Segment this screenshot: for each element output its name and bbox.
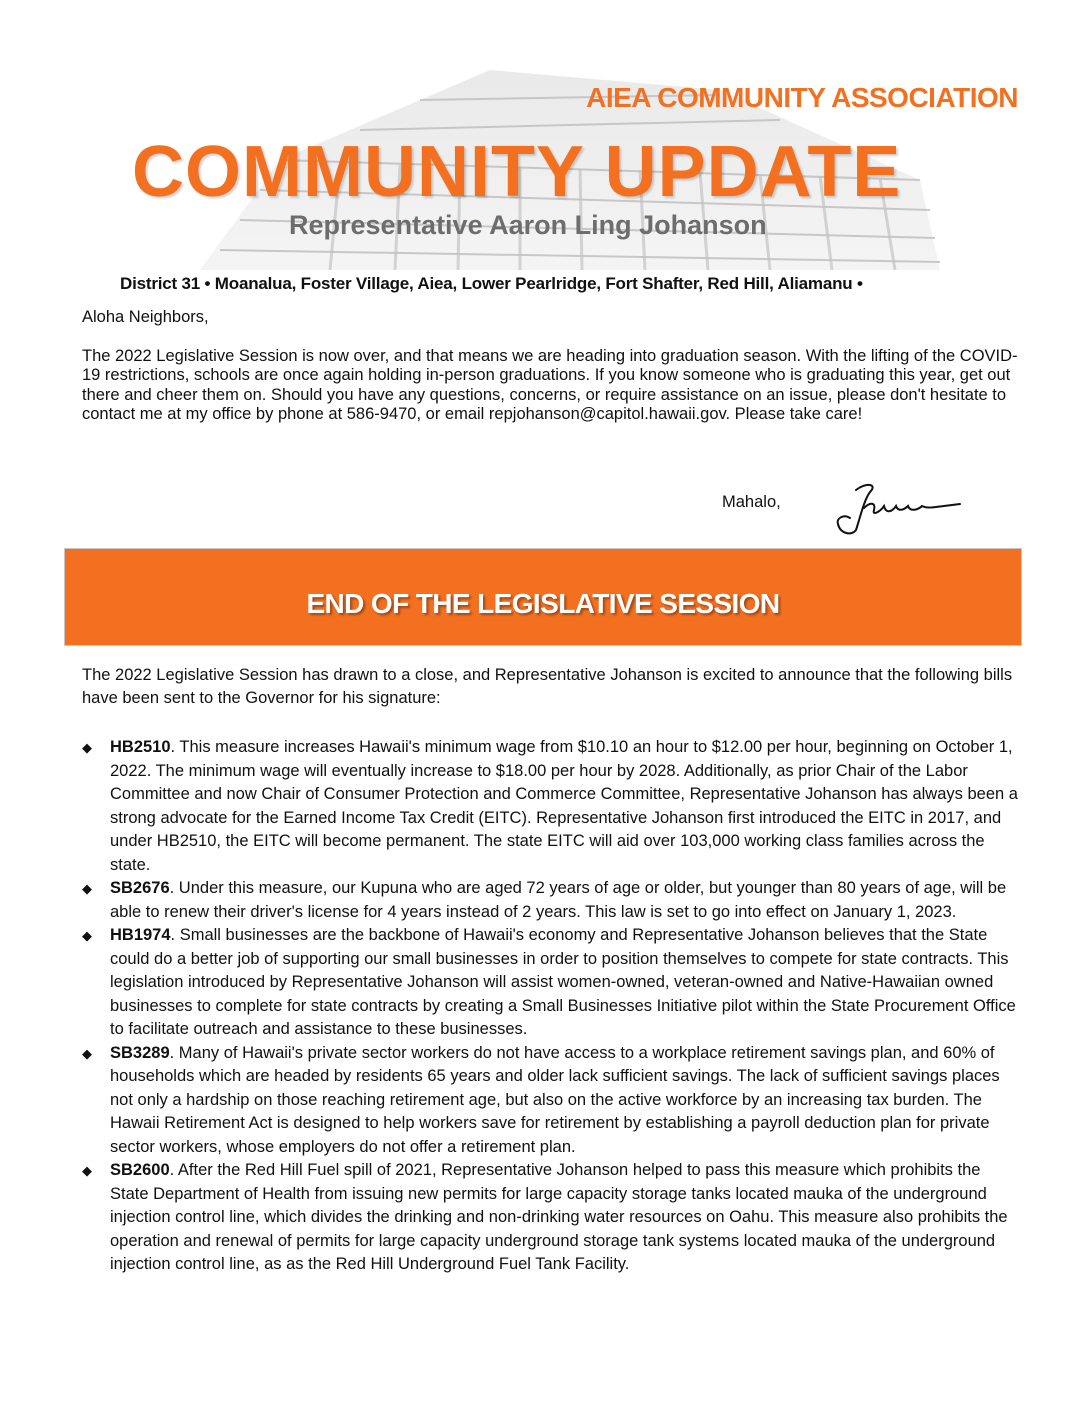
bill-description: . Under this measure, our Kupuna who are aged 72 years of age or older, but younger than 80 years of age, will be able to renew their driver's license for 4 years instead of 2 years. This law is set to go into effect on January 1, 2023. — [110, 879, 1007, 921]
bill-description: . Small businesses are the backbone of Hawaii's economy and Representative Johanson believes that the State could do a better job of supporting our small businesses in order to position themselves to compete for state contracts. This legislation introduced by Representative Johanson will assist women-owned, veteran-owned and Native-Hawaiian owned businesses to complete for state contracts by creating a Small Businesses Initiative pilot within the State Procurement Office to facilitate outreach and assistance to these businesses. — [110, 926, 1016, 1038]
list-item — [82, 1042, 1022, 1160]
bill-code: SB2676 — [110, 879, 170, 897]
bill-description: . After the Red Hill Fuel spill of 2021, Representative Johanson helped to pass this measure which prohibits the State Department of Health from issuing new permits for large capacity storage tanks located mauka of the underground injection control line, which divides the drinking and non-drinking water resources on Oahu. This measure also prohibits the operation and renewal of permits for large capacity underground storage tank systems located mauka of the underground injection control line, as as the Red Hill Underground Fuel Tank Facility. — [110, 1161, 1008, 1273]
list-item — [82, 736, 1022, 877]
district-line: District 31 • Moanalua, Foster Village, Aiea, Lower Pearlridge, Fort Shafter, Red Hill, Aliamanu • — [120, 274, 863, 293]
bill-list — [82, 736, 1022, 1277]
bill-code: HB2510 — [110, 738, 171, 756]
representative-name: Representative Aaron Ling Johanson — [289, 210, 767, 240]
bill-description: . Many of Hawaii's private sector workers do not have access to a workplace retirement savings plan, and 60% of households which are headed by residents 65 years and older lack sufficient savings. The lack of sufficient savings places not only a hardship on those reaching retirement age, but also on the active workforce by an increasing tax burden. The Hawaii Retirement Act is designed to help workers save for retirement by establishing a payroll deduction plan for private sector workers, whose employers do not offer a retirement plan. — [110, 1043, 1000, 1156]
letter — [82, 308, 1022, 425]
bullet-icon: ◆ — [82, 1163, 92, 1178]
bullet-icon: ◆ — [82, 740, 92, 755]
bullet-icon: ◆ — [82, 1045, 92, 1061]
bill-code: SB3289 — [110, 1043, 170, 1062]
letter-greeting: Aloha Neighbors, — [82, 308, 209, 326]
signature-image — [826, 478, 966, 538]
bill-description: . This measure increases Hawaii's minimum wage from $10.10 an hour to $12.00 per hour, beginning on October 1, 2022. The minimum wage will eventually increase to $18.00 per hour by 2028. Additionally, as prior Chair of the Labor Committee and now Chair of Consumer Protection and Commerce Committee, Representative Johanson has always been a strong advocate for the Earned Income Tax Credit (EITC). Representative Johanson first introduced the EITC in 2017, and under HB2510, the EITC will become permanent. The state EITC will aid over 103,000 working class families across the state. — [110, 738, 1018, 874]
bullet-icon: ◆ — [82, 881, 92, 896]
list-item — [82, 1159, 1022, 1277]
list-item — [82, 924, 1022, 1042]
list-item — [82, 877, 1022, 924]
bill-code: HB1974 — [110, 926, 171, 944]
section-banner — [64, 548, 1022, 646]
bill-code: SB2600 — [110, 1161, 170, 1179]
section-intro: The 2022 Legislative Session has drawn to a close, and Representative Johanson is excited to announce that the following bills have been sent to the Governor for his signature: — [82, 666, 1013, 707]
letter-body: The 2022 Legislative Session is now over, and that means we are heading into graduation season. With the lifting of the COVID-19 restrictions, schools are once again holding in-person graduations. If you know someone who is graduating this year, get out there and cheer them on. Should you have any questions, concerns, or require assistance on an issue, please don't hesitate to contact me at my office by phone at 586-9470, or email repjohanson@capitol.hawaii.gov. Please take care! — [82, 346, 1018, 423]
newsletter-title: COMMUNITY UPDATE — [132, 132, 902, 212]
letter-signoff: Mahalo, — [722, 493, 781, 511]
organization-name: AIEA COMMUNITY ASSOCIATION — [586, 82, 1018, 113]
section-title: END OF THE LEGISLATIVE SESSION — [306, 588, 780, 619]
bullet-icon: ◆ — [82, 928, 92, 943]
